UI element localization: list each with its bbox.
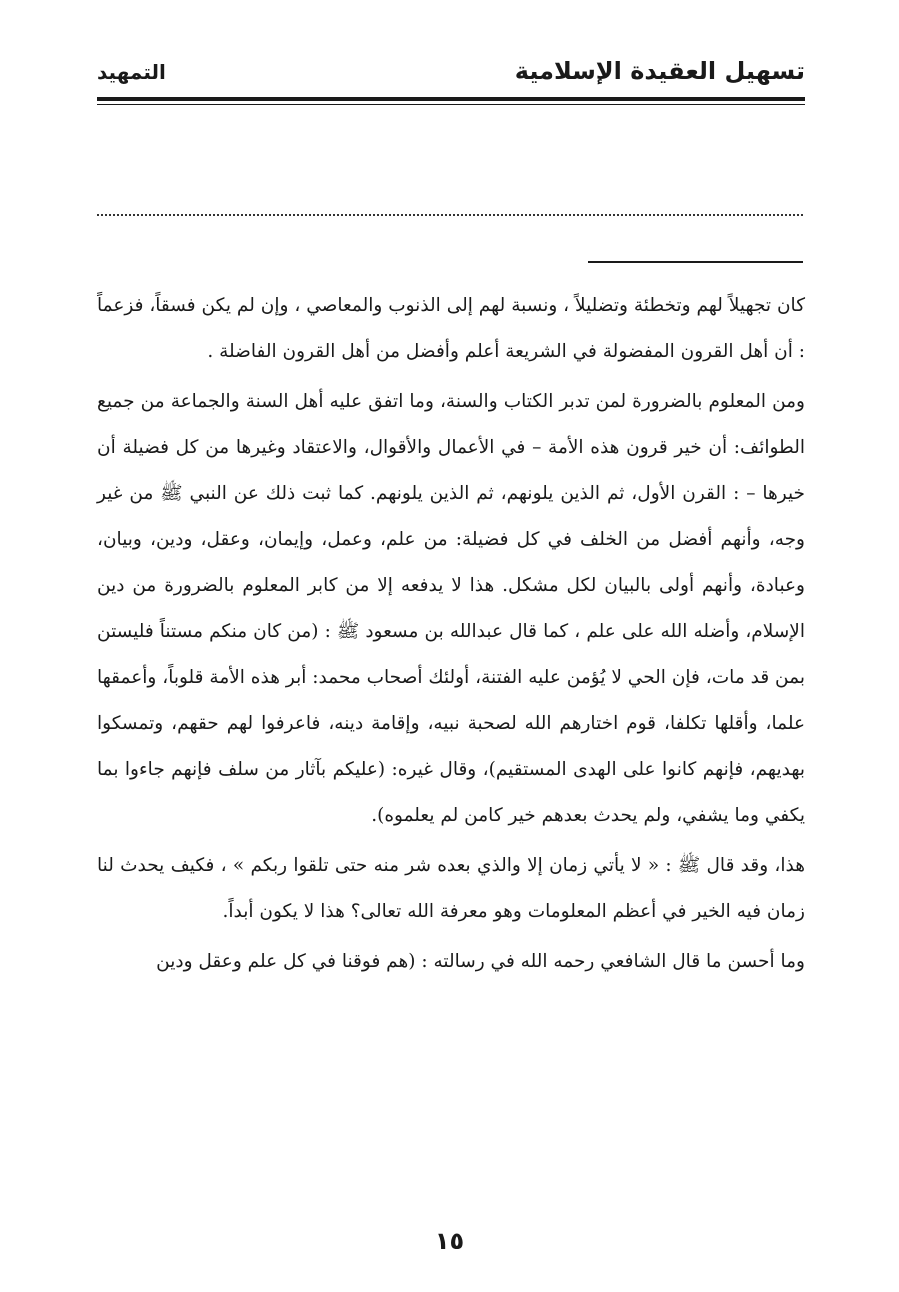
paragraph: ومن المعلوم بالضرورة لمن تدبر الكتاب والسنة، وما اتفق عليه أهل السنة والجماعة من جميع الطوائف: أن خير قرون هذه الأمة – في الأعمال والأقوال، والاعتقاد وغيرها من كل فضيلة أن خيرها – : القرن الأول، ثم الذين يلونهم، ثم الذين يلونهم. كما ثبت ذلك عن النبي ﷺ من غير وجه، وأنهم أفضل من الخلف في كل فضيلة: من علم، وعمل، وإيمان، وعقل، ودين، وبيان، وعبادة، وأنهم أولى بالبيان لكل مشكل. هذا لا يدفعه إلا من كابر المعلوم بالضرورة من دين الإسلام، وأضله الله على علم ، كما قال عبدالله بن مسعود ﷺ : (من كان منكم مستناً فليستن بمن قد مات، فإن الحي لا يُؤمن عليه الفتنة، أولئك أصحاب محمد: أبر هذه الأمة قلوباً، وأعمقها علما، وأقلها تكلفا، قوم اختارهم الله لصحبة نبيه، وإقامة دينه، فاعرفوا لهم حقهم، وتمسكوا بهديهم، فإنهم كانوا على الهدى المستقيم)، وقال غيره: (عليكم بآثار من سلف فإنهم جاءوا بما يكفي وما يشفي، ولم يحدث بعدهم خير كامن لم يعلموه).: [97, 391, 805, 826]
header-rule-thick: [97, 97, 805, 101]
body-text: [97, 283, 805, 989]
paragraph: هذا، وقد قال ﷺ : « لا يأتي زمان إلا والذي بعده شر منه حتى تلقوا ربكم » ، فكيف يحدث لنا زمان فيه الخير في أعظم المعلومات وهو معرفة الله تعالى؟ هذا لا يكون أبداً.: [97, 855, 805, 922]
paragraph: كان تجهيلاً لهم وتخطئة وتضليلاً ، ونسبة لهم إلى الذنوب والمعاصي ، وإن لم يكن فسقاً، فزعماً : أن أهل القرون المفضولة في الشريعة أعلم وأفضل من أهل القرون الفاضلة .: [97, 295, 805, 362]
dotted-separator: [97, 214, 803, 216]
book-title: تسهيل العقيدة الإسلامية: [514, 57, 805, 85]
paragraph: وما أحسن ما قال الشافعي رحمه الله في رسالته : (هم فوقنا في كل علم وعقل ودين: [156, 951, 805, 972]
header-rule-thin: [97, 104, 805, 105]
page-number: ١٥: [434, 1227, 465, 1255]
section-title: التمهيد: [97, 60, 166, 84]
running-header: [97, 52, 805, 92]
footnote-separator-rule: [588, 261, 803, 263]
